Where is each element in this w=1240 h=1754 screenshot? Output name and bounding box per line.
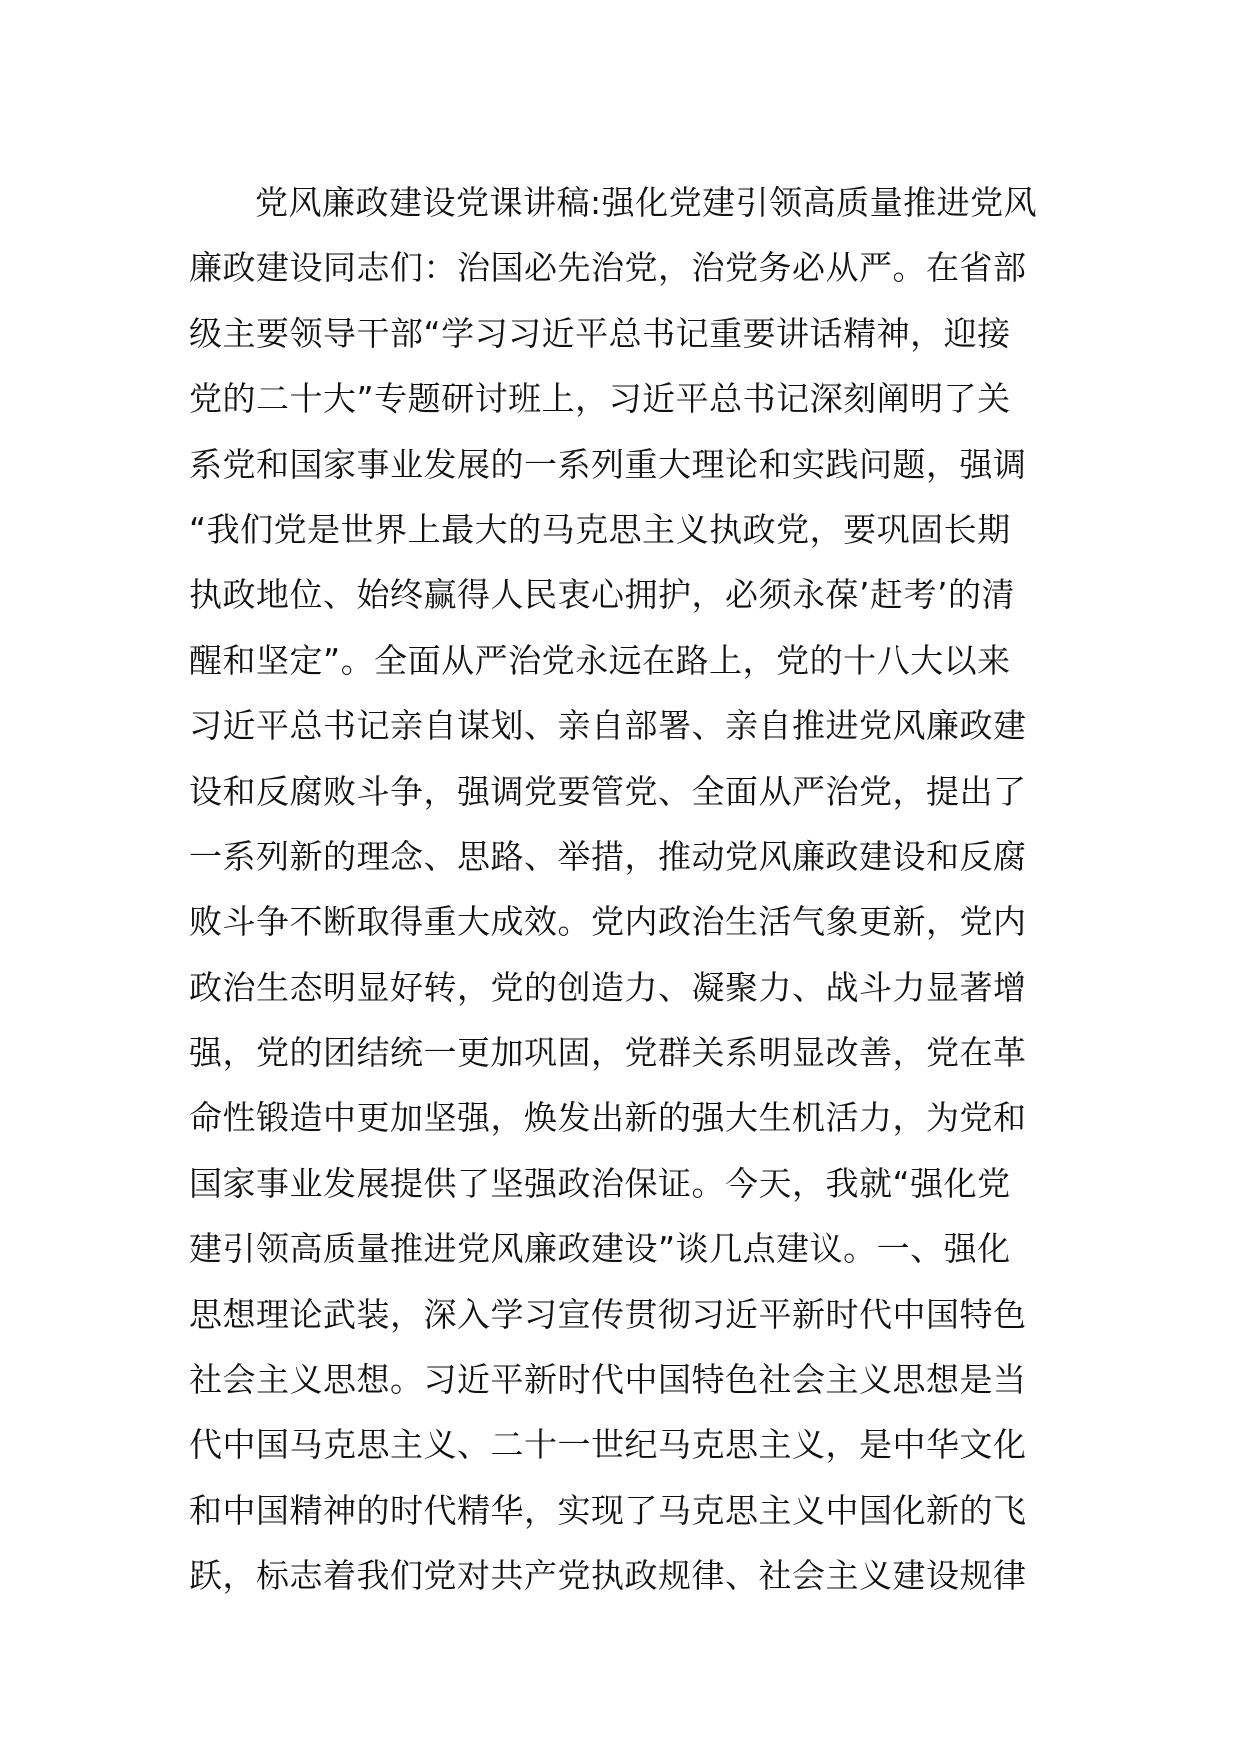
paragraph-line: 建引领高质量推进党风廉政建设”谈几点建议。一、强化 [189,1229,1011,1269]
paragraph-line: 命性锻造中更加坚强，焕发出新的强大生机活力，为党和 [189,1098,1027,1138]
paragraph-line: 强，党的团结统一更加巩固，党群关系明显改善，党在革 [189,1033,1027,1073]
paragraph-line: 习近平总书记亲自谋划、亲自部署、亲自推进党风廉政建 [189,706,1027,746]
paragraph-line: 代中国马克思主义、二十一世纪马克思主义，是中华文化 [189,1425,1027,1465]
paragraph-line: 一系列新的理念、思路、举措，推动党风廉政建设和反腐 [189,836,1027,876]
paragraph-line: 社会主义思想。习近平新时代中国特色社会主义思想是当 [189,1360,1027,1400]
paragraph-line: 廉政建设同志们：治国必先治党，治党务必从严。在省部 [189,248,1027,288]
paragraph-line: “我们党是世界上最大的马克思主义执政党，要巩固长期 [189,509,1011,549]
paragraph-line: 败斗争不断取得重大成效。党内政治生活气象更新，党内 [189,902,1027,942]
paragraph-line: 党风廉政建设党课讲稿:强化党建引领高质量推进党风 [255,183,1038,222]
paragraph-line: 国家事业发展提供了坚强政治保证。今天，我就“强化党 [189,1163,1011,1203]
paragraph-line: 设和反腐败斗争，强调党要管党、全面从严治党，提出了 [189,771,1027,811]
paragraph-line: 醒和坚定”。全面从严治党永远在路上，党的十八大以来 [189,640,1011,680]
paragraph-line: 政治生态明显好转，党的创造力、凝聚力、战斗力显著增 [189,967,1027,1007]
paragraph-line: 思想理论武装，深入学习宣传贯彻习近平新时代中国特色 [189,1294,1027,1334]
paragraph-line: 级主要领导干部“学习习近平总书记重要讲话精神，迎接 [189,313,1011,353]
paragraph-line: 执政地位、始终赢得人民衷心拥护，必须永葆’赶考’的清 [189,575,1015,615]
paragraph-line: 跃，标志着我们党对共产党执政规律、社会主义建设规律 [189,1556,1027,1596]
paragraph-line: 和中国精神的时代精华，实现了马克思主义中国化新的飞 [189,1490,1027,1530]
paragraph-line: 系党和国家事业发展的一系列重大理论和实践问题，强调 [189,444,1027,484]
paragraph-line: 党的二十大”专题研讨班上，习近平总书记深刻阐明了关 [189,379,1011,419]
body-paragraph [189,170,1059,1609]
